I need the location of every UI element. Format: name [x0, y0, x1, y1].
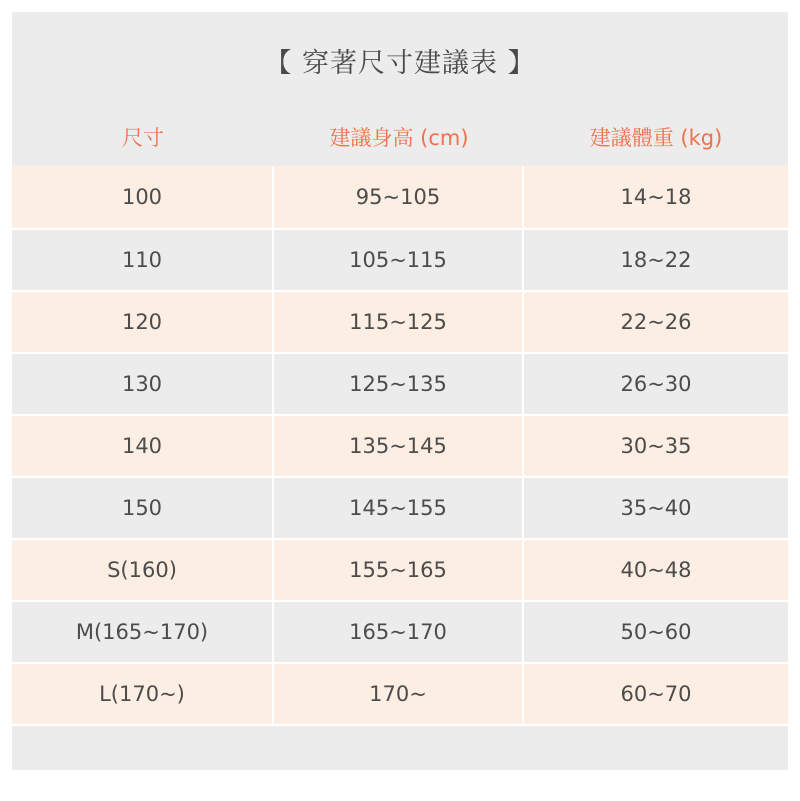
table-row — [12, 290, 788, 352]
cell-height: 170~ — [274, 662, 524, 724]
cell-size: 120 — [12, 290, 274, 352]
table-row — [12, 228, 788, 290]
column-header-size: 尺寸 — [122, 126, 164, 150]
cell-size: L(170~) — [12, 662, 274, 724]
table-row — [12, 414, 788, 476]
cell-weight: 26~30 — [524, 352, 788, 414]
table-title-row — [12, 12, 788, 108]
table-row — [12, 166, 788, 228]
cell-height: 155~165 — [274, 538, 524, 600]
cell-weight: 30~35 — [524, 414, 788, 476]
page-title: 【 穿著尺寸建議表 】 — [264, 47, 536, 79]
table-footer-spacer — [12, 724, 788, 770]
table-row — [12, 352, 788, 414]
table-row — [12, 538, 788, 600]
cell-weight: 14~18 — [620, 185, 692, 209]
cell-height: 105~115 — [274, 228, 524, 290]
cell-height: 165~170 — [274, 600, 524, 662]
cell-weight: 50~60 — [524, 600, 788, 662]
cell-height: 145~155 — [274, 476, 524, 538]
column-header-weight: 建議體重 (kg) — [589, 126, 723, 150]
cell-size: 150 — [12, 476, 274, 538]
cell-weight: 60~70 — [524, 662, 788, 724]
column-header-height: 建議身高 (cm) — [329, 126, 469, 150]
table-row — [12, 476, 788, 538]
cell-height: 115~125 — [274, 290, 524, 352]
table-header-row — [12, 108, 788, 166]
cell-height: 125~135 — [274, 352, 524, 414]
table-row — [12, 662, 788, 724]
cell-size: M(165~170) — [12, 600, 274, 662]
cell-weight: 22~26 — [524, 290, 788, 352]
cell-weight: 35~40 — [524, 476, 788, 538]
cell-height: 95~105 — [274, 166, 524, 228]
cell-height: 135~145 — [274, 414, 524, 476]
cell-size: S(160) — [12, 538, 274, 600]
cell-size: 130 — [12, 352, 274, 414]
size-chart-table — [12, 12, 788, 770]
cell-weight: 40~48 — [524, 538, 788, 600]
cell-size: 140 — [12, 414, 274, 476]
cell-size: 110 — [12, 228, 274, 290]
cell-size: 100 — [12, 166, 274, 228]
cell-weight: 18~22 — [524, 228, 788, 290]
table-row — [12, 600, 788, 662]
